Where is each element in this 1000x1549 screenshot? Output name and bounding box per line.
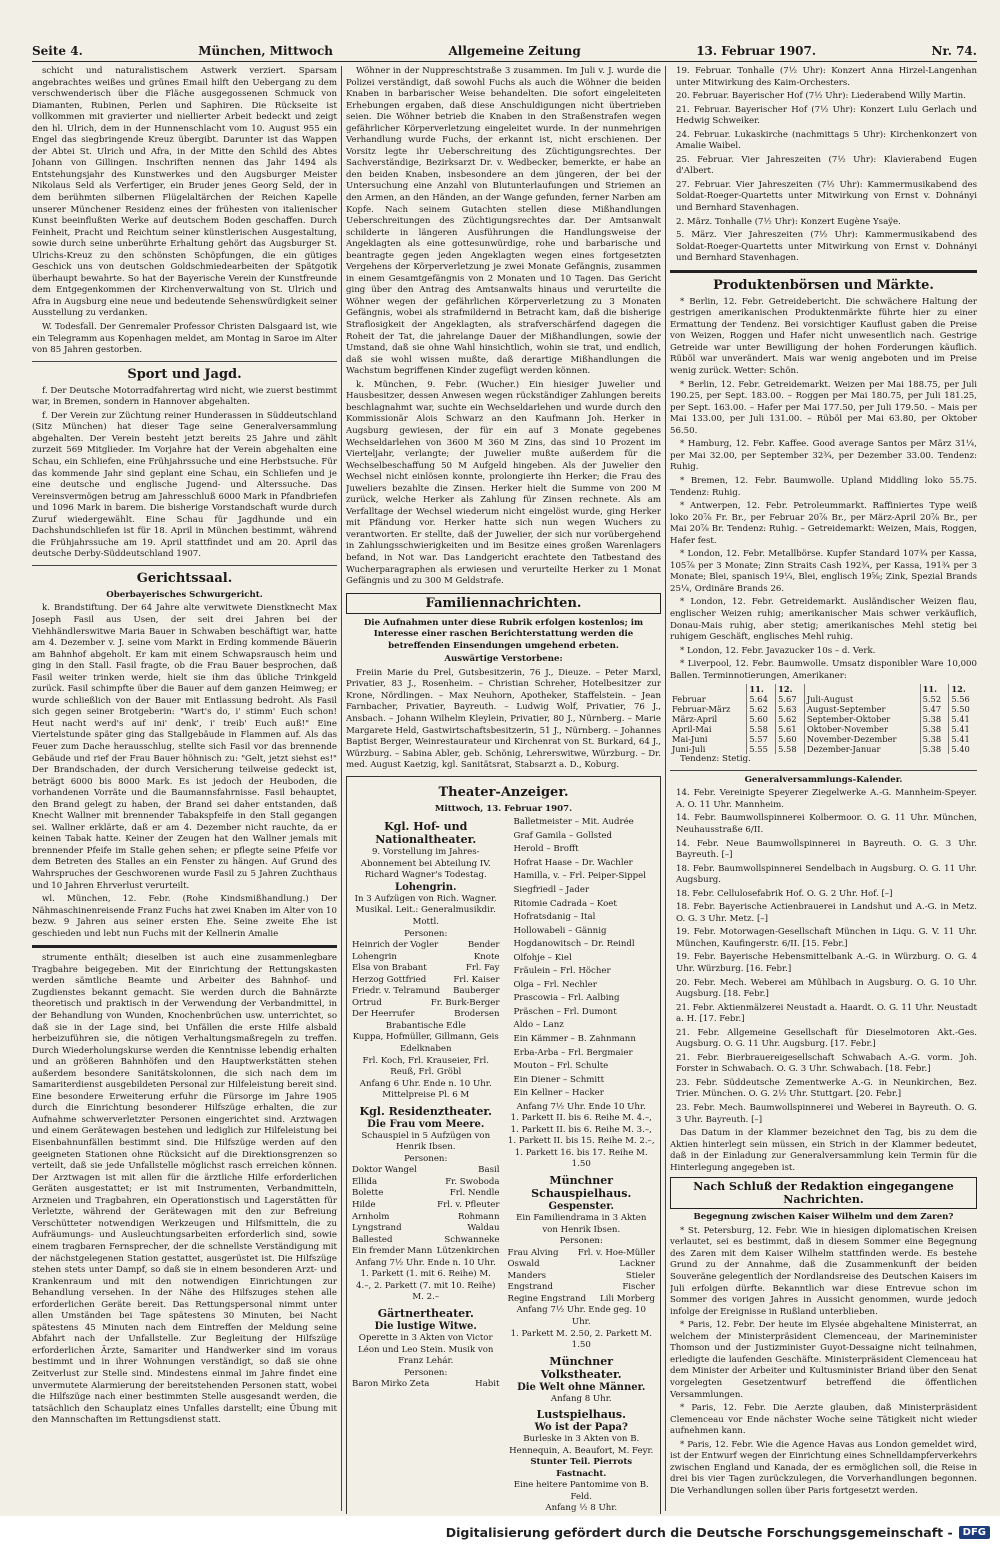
table-header-cell: 12. — [951, 684, 966, 695]
table-cell: 5.41 — [951, 714, 970, 725]
cast-row — [352, 1200, 500, 1212]
cast-list — [352, 1379, 500, 1391]
list-item: 27. Februar. Vier Jahreszeiten (7½ Uhr): Kammermusikabend des Soldat-Roeger-Quartetts unter Mitwirkung von Ernst v. Dohnányi und Bernhard Stavenhagen. — [676, 179, 977, 214]
thick-divider — [670, 270, 977, 273]
masthead: Allgemeine Zeitung — [448, 44, 581, 58]
table-header-cell: 12. — [776, 684, 805, 694]
issue-date: 13. Februar 1907. — [696, 44, 817, 58]
persons-label: Personen: — [404, 1367, 448, 1378]
actor-name: Lützenkirchen — [436, 1246, 500, 1257]
role-name: Elsa von Brabant — [352, 963, 427, 974]
role-name: Baron Mirko Zeta — [352, 1379, 430, 1390]
cast-row — [352, 998, 500, 1010]
list-item: 24. Februar. Lukaskirche (nachmittags 5 Uhr): Kirchenkonzert von Amalie Waibel. — [676, 129, 977, 152]
digitization-footer — [0, 1516, 1000, 1549]
list-item: Hamilla, v. – Frl. Peiper-Sippel — [513, 871, 647, 882]
theater-heading: Theater-Anzeiger. — [438, 784, 569, 800]
table-header-cell — [670, 684, 747, 694]
list-item: Hogdanowitsch – Dr. Reindl — [513, 939, 635, 950]
column-divider — [665, 66, 666, 1511]
list-item: Olfohje – Kiel — [513, 952, 572, 963]
theater-name: Lustspielhaus. — [536, 1408, 626, 1422]
role-name: Doktor Wangel — [352, 1165, 417, 1176]
theater-name: Kgl. Residenztheater. — [359, 1104, 492, 1118]
role-name: Herzog Gottfried — [352, 974, 427, 985]
theater-box — [346, 776, 661, 1514]
table-cell: Oktober-November — [804, 724, 920, 734]
list-item: 25. Februar. Vier Jahreszeiten (7½ Uhr): Klavierabend Eugen d'Albert. — [676, 154, 977, 177]
actor-name: Basil — [478, 1165, 500, 1176]
list-item: Ein Kämmer – B. Zahnmann — [513, 1034, 636, 1045]
list-item: 21. Febr. Allgemeine Gesellschaft für Dieselmotoren Akt.-Ges. Augsburg. O. G. 11 Uhr. Augsburg. [17. Febr.] — [676, 1027, 977, 1050]
table-header-row — [670, 684, 977, 694]
play-time: Anfang 7½ Uhr. Ende geg. 10 Uhr. — [516, 1305, 646, 1327]
theater-info: 9. Vorstellung im Jahres-Abonnement bei Abteilung IV. Richard Wagner's Todestag. — [360, 847, 491, 881]
list-item: 20. Februar. Bayerischer Hof (7½ Uhr): Liederabend Willy Martin. — [676, 91, 966, 102]
list-item: Hofratsdanig – Ital — [513, 912, 596, 923]
list-item: 18. Febr. Bayerische Actienbrauerei in Landshut und A.-G. in Metz. O. G. 3 Uhr. Metz. [–] — [676, 902, 977, 924]
actor-name: Rohmann — [457, 1211, 500, 1222]
table-cell: März-April — [670, 714, 747, 724]
header-rule — [32, 61, 977, 62]
play-title: Lohengrin. — [395, 881, 457, 893]
play-title: Die Frau vom Meere. — [367, 1118, 485, 1130]
role-name: Arnholm — [352, 1211, 390, 1222]
article-paragraph: k. München, 9. Febr. (Wucher.) Ein hiesiger Juwelier und Hausbesitzer, dessen Anwesen wegen rückständiger Zahlungen bereits beschlagnahmt war, suchte ein Wechseldarlehen und wurde durch den Kommissionär Alois Schwarz an den Kaufmann Joh. Herker in Augsburg gewiesen, der für ein auf 3 Monate gegebenes Wechseldarlehen von 3600 M 360 M Zins, das sind 10 Prozent im Vierteljahr, verlangte; der Juwelier mußte außerdem für die Wechselbeschaffung 50 M Aufgeld hingeben. Als der Juwelier den Wechsel nicht einlösen konnte, prolongierte ihn Herker; die Frau des Juweliers bezahlte die Zinsen. Herker hielt die Summe von 200 M zurück, welche Herker als Zahlung für Zinsen rechnete. Als am Verfalltage der Wechsel wiederum nicht eingelöst wurde, ging Herker mit Pfändung vor. Herker hatte sich nun wegen Wuchers zu verantworten. Er stellte, daß der Juwelier, der sich nur vorübergehend in Zahlungsschwierigkeiten und im Besitze eines großen Warenlagers befand, in Not war. Das Landgericht erachtete den Tatbestand des Wucherparagraphen als erwiesen und verurteilte Herker zu 1 Monat Gefängnis und zu 300 M Geldstrafe. — [346, 379, 661, 587]
table-cell: 5.38 — [920, 734, 949, 744]
table-row — [670, 704, 977, 714]
news-subheading: Begegnung zwischen Kaiser Wilhelm und dem Zaren? — [693, 1212, 954, 1223]
play-note: Burleske in 3 Akten von B. Hennequin, A. Beaufort, M. Feyr. — [509, 1434, 654, 1456]
play-time: Anfang 7½ Uhr. Ende n. 10 Uhr. — [355, 1257, 496, 1268]
table-cell: 5.67 — [776, 694, 805, 704]
theater-columns — [352, 817, 655, 1514]
actor-name: Lackner — [619, 1259, 655, 1270]
table-cell: 5.55 — [747, 744, 776, 754]
table-cell: 5.38 — [920, 724, 949, 734]
play-prices: 1. Parkett II. bis 6. Reihe M. 4.–, 1. Parkett II. bis 6. Reihe M. 3.–, 1. Parkett II. bis 15. Reihe M. 2.–, 1. Parkett 16. bis 17. Reihe M. 1.50 — [507, 1113, 655, 1170]
role-name: Bolette — [352, 1188, 384, 1199]
table-cell: August-September — [804, 704, 920, 714]
list-item: Herold – Brofft — [513, 844, 579, 855]
play-note: Schauspiel in 5 Aufzügen von Henrik Ibsen. — [361, 1130, 491, 1153]
theater-name: Kgl. Hof- und Nationaltheater. — [375, 820, 477, 847]
article-paragraph: * Paris, 12. Febr. Die Aerzte glauben, daß Ministerpräsident Clemenceau vor Ende nächster Woche seine Tätigkeit nicht wieder aufnehmen kann. — [670, 1403, 977, 1437]
table-cell: Februar — [670, 694, 747, 704]
cast-row — [352, 975, 500, 987]
assembly-note: Das Datum in der Klammer bezeichnet den Tag, bis zu dem die Aktien hinterlegt sein müssen, ein Strich in der Klammer bedeutet, daß in der Einladung zur Generalversammlung kein Termin für die Hinterlegung angegeben ist. — [670, 1128, 977, 1173]
actor-name: Frl. v. Hoe-Müller — [577, 1247, 655, 1258]
list-item: 20. Febr. Mech. Weberei am Mühlbach in Augsburg. O. G. 10 Uhr. Augsburg. [18. Febr.] — [676, 977, 977, 1000]
family-note: Die Aufnahmen unter diese Rubrik erfolgen kostenlos; im Interesse einer raschen Berichterstattung werden die betreffenden Einsendungen umgehend erbeten. — [363, 617, 644, 651]
role-name: Ellida — [352, 1176, 378, 1187]
cast-row — [352, 1379, 500, 1391]
list-item: 21. Februar. Bayerischer Hof (7½ Uhr): Konzert Lulu Gerlach und Hedwig Schweiker. — [676, 104, 977, 127]
cast-row — [508, 1259, 656, 1271]
article-intro — [32, 66, 337, 357]
assembly-list — [670, 788, 977, 1126]
cotton-table — [670, 684, 977, 754]
list-item: 18. Febr. Cellulosefabrik Hof. O. G. 2 Uhr. Hof. [–] — [676, 888, 893, 899]
column-1 — [32, 66, 337, 1514]
list-item: Prascowia – Frl. Aalbing — [513, 993, 620, 1004]
table-cell: 5.61 — [776, 724, 805, 734]
cotton-tendency: Tendenz: Stetig. — [680, 754, 751, 765]
role-name: Oswald — [507, 1259, 540, 1270]
table-cell: November-Dezember — [804, 734, 920, 744]
table-cell: Februar-März — [670, 704, 747, 714]
persons-label: Personen: — [404, 928, 448, 939]
play-note: In 3 Aufzügen von Rich. Wagner. Musikal. Leit.: Generalmusikdir. Mottl. — [354, 893, 497, 927]
cast-row — [352, 963, 500, 975]
play-time: Anfang ½ 8 Uhr. — [545, 1503, 618, 1514]
list-item: Ein Diener – Schmitt — [513, 1074, 605, 1085]
cast-row — [352, 1235, 500, 1247]
theater-left — [352, 817, 500, 1514]
play-note: Ein Familiendrama in 3 Akten von Henrik Ibsen. — [516, 1213, 647, 1235]
actor-name: Fr. Swoboda — [445, 1176, 500, 1187]
play-extra: Stunter Teil. Pierrots Fastnacht. — [530, 1457, 633, 1479]
list-item: Mouton – Frl. Schulte — [513, 1061, 609, 1072]
play-prices: Mittelpreise Pl. 6 M — [382, 1090, 470, 1101]
theater-name: Münchner Schauspielhaus. — [531, 1174, 632, 1201]
section-heading-sport: Sport und Jagd. — [127, 366, 242, 382]
article-paragraph: * Hamburg, 12. Febr. Kaffee. Good average Santos per März 31¼, per Mai 32.00, per September 32¾, per Dezember 33.00. Tendenz: Ruhig. — [670, 439, 977, 473]
role-name: Heinrich der Vogler — [352, 940, 439, 951]
play-title: Wo ist der Papa? — [534, 1422, 628, 1434]
actor-name: Waldau — [467, 1223, 500, 1234]
role-name: Manders — [507, 1270, 547, 1281]
place-date: München, Mittwoch — [198, 44, 334, 58]
theater-right — [508, 817, 656, 1514]
role-name: Engstrand — [507, 1282, 553, 1293]
article-paragraph: * Berlin, 12. Febr. Getreidebericht. Die schwächere Haltung der gestrigen amerikanischen Produktenmärkte führte hier zu einer Ermattung der Tendenz. Bei vorsichtiger Kauflust gaben die Preise von Weizen, Roggen und Hafer nicht unwesentlich nach. Gestrige Getreide war unter Bewilligung der hohen Forderungen käuflich. Rüböl war unverändert. Mais war wenig angeboten und im Preise wenig zurück. Wetter: Schön. — [670, 296, 977, 377]
article-paragraph: * Paris, 12. Febr. Der heute im Elysée abgehaltene Ministerrat, an welchem der Ministerpräsident Clemenceau, der Marineminister Thomson und der Justizminister Guyot-Dessaigne nicht teilnahmen, erledigte die laufenden Geschäfte. Ministerpräsident Clemenceau hat dem Minister der Arbeiter und Kultusminister Briand über den Senat vorgelegten Gesetzentwurf betreffend die öffentlichen Versammlungen. — [670, 1320, 977, 1400]
table-cell: 5.52 — [920, 694, 949, 704]
role-name: Der Heerrufer — [352, 1009, 415, 1020]
cast-group-label: Brabantische Edle — [385, 1020, 466, 1031]
actor-name: Frl. Nendle — [449, 1188, 500, 1199]
article-paragraph: * St. Petersburg, 12. Febr. Wie in hiesigen diplomatischen Kreisen verlautet, sei es bestimmt, daß in diesem Sommer eine Begegnung des Zaren mit dem Kaiser Wilhelm stattfinden werde. Es bestehe Grund zu der Annahme, daß die Zusammenkunft der beiden Souveräne gelegentlich der Nordlandsreise des Deutschen Kaisers im Juli erfolgen dürfte. Bekanntlich war diese Entrevue schon im Sommer des vorigen Jahres in Aussicht genommen, wurde jedoch infolge der Ereignisse in Rußland unterblieben. — [670, 1225, 977, 1317]
article-paragraph: * Paris, 12. Febr. Wie die Agence Havas aus London gemeldet wird, ist der Entwurf wegen der Einrichtung eines Schnelldampferverkehrs zwischen England und Kanada, der es ermöglichen soll, die Reise in drei bis vier Tagen zurückzulegen, die Vorverhandlungen begonnen. Die Verhandlungen sollen über Paris fortgesetzt werden. — [670, 1439, 977, 1496]
list-item: 14. Febr. Neue Baumwollspinnerei in Bayreuth. O. G. 3 Uhr. Bayreuth. [–] — [676, 838, 977, 861]
role-name: Ortrud — [352, 997, 382, 1008]
section-heading-assembly: Generalversammlungs-Kalender. — [744, 774, 903, 785]
table-row — [670, 744, 977, 754]
actor-name: Frl. Kaiser — [453, 974, 500, 985]
column-divider — [341, 66, 342, 1511]
list-item: Fräulein – Frl. Höcher — [513, 966, 611, 977]
table-cell: 5.62 — [747, 704, 776, 714]
table-cell: Juli-August — [804, 694, 920, 704]
article-paragraph: f. Der Verein zur Züchtung reiner Hunderassen in Süddeutschland (Sitz München) hat dieser Tage seine Generalversammlung abgehalten. Der Verein besteht jetzt bereits 25 Jahre und zählt zurzeit 569 Mitglieder. Im Vorjahre hat der Verein abgehalten eine Schau, ein Schliefen, eine Frühjahrssuche und eine Herbstsuche. Für das kommende Jahr sind geplant eine Schau, ein Schliefen und je eine deutsche und englische Jugend- und Alterssuche. Das Vereinsvermögen betrug am Jahresschluß 6000 Mark in Pfandbriefen und 1096 Mark in barem. Die bisherige Vorstandschaft wurde durch Zuruf wiedergewählt. Eine Schau für Jagdhunde und ein Dachshundschliefen ist für 18. April in München bestimmt, während die Frühjahrssuche am 19. April stattfindet und am 20. April das deutsche Derby-Süddeutschland 1907. — [32, 410, 337, 560]
table-cell: 5.62 — [776, 714, 805, 724]
actor-name: Schwanneke — [444, 1234, 500, 1245]
list-item: Aldo – Lanz — [513, 1020, 564, 1031]
table-cell: 5.40 — [951, 744, 970, 755]
list-item: Hofrat Haase – Dr. Wachler — [513, 857, 633, 868]
list-item: 21. Febr. Bierbrauereigesellschaft Schwabach A.-G. vorm. Joh. Forster in Schwabach. O. G. 3 Uhr. Schwabach. [18. Febr.] — [676, 1052, 977, 1075]
article-paragraph: k. Brandstiftung. Der 64 Jahre alte verwitwete Dienstknecht Max Joseph Fasil aus Usen, der seit drei Jahren bei der Viehhändlerswitwe Maria Bauer in Schwaben beschäftigt war, hatte am 4. Dezember v. J. seine vom Markt in Erding kommende Bäuerin am Bahnhof abgeholt. Er kam mit einem Schwapsrausch heim und ging in den Stall. Fasil fragte, ob die Frau Bauer besprochen, daß Fasil weiter trinken werde, hielt sie ihm das übliche Trinkgeld zurück. Fasil schimpfte über die Bauer auf dem ganzen Heimweg; er wurde schließlich von der Bauer mit Entlassung bedroht. Als Fasil sich gegen seiner Brotgeberin: "Wart's do, i' stimm' Euch schon! Heut nacht werd's auf ini' denk', i' treib' Euch auß!" Eine Viertelstunde später ging das Stallgebäude in Flammen auf. Als das Feuer zum Dache herausschlug, stellte sich Fasil vor das brennende Gebäude und rief der Frau Bauer höhnisch zu: "Gelt, jetzt siehst es!" Der Brandschaden, der durch Versicherung teilweise gedeckt ist, beträgt 6000 bis 8000 Mark. Es ist jedoch der Heuboden, die vorhandenen Vorräte und die Baumannsfahrnisse. Fasil behauptet, den Brand gelegt zu haben, der Brand sei daher entstanden, daß Knecht Wallner mit brennender Tabakspfeife in den Stall gegangen sei. Wallner erklärte, daß er am 4. Dezember nicht rauchte, da er keinen Tabak hatte. Keiner der Zeugen hat den Wallner jemals mit brennender Pfeife im Stalle gehen sehen; er pflegte seine Pfeife vor dem Betreten des Stalles an ein Fenster zu hängen. Auf Grund des Wahrspruches der Geschworenen wurde Fasil zu 5 Jahren Zuchthaus und 10 Jahren Ehrverlust verurteilt. — [32, 603, 337, 891]
column-3 — [670, 66, 977, 1514]
list-item: Ritomie Cadrada – Koet — [513, 898, 617, 909]
article-paragraph: * Bremen, 12. Febr. Baumwolle. Upland Middling loko 55.75. Tendenz: Ruhig. — [670, 475, 977, 498]
list-item: 19. Febr. Motorwagen-Gesellschaft München in Liqu. G. V. 11 Uhr. München, Kaufingerstr. 6/II. [15. Febr.] — [676, 927, 977, 949]
cast-row — [508, 1271, 656, 1283]
table-cell: September-Oktober — [804, 714, 920, 724]
role-list — [508, 817, 656, 1099]
cast-list — [508, 1248, 656, 1306]
theater-name: Gärtnertheater. — [377, 1306, 474, 1320]
footer-text: Digitalisierung gefördert durch die Deutsche Forschungsgemeinschaft - — [445, 1525, 953, 1540]
actor-name: Brodersen — [454, 1009, 500, 1020]
table-cell: 5.38 — [920, 744, 949, 754]
cast-row — [508, 1248, 656, 1260]
list-item: 19. Februar. Tonhalle (7½ Uhr): Konzert Anna Hirzel-Langenhan unter Mitwirkung des Kaim-Orchesters. — [676, 66, 977, 88]
dfg-logo: DFG — [959, 1526, 990, 1539]
role-name: Frau Alving — [507, 1247, 559, 1258]
play-title: Gespenster. — [548, 1201, 615, 1213]
cast-row — [352, 1165, 500, 1177]
actor-name: Fr. Burk-Berger — [430, 997, 500, 1008]
table-cell: 5.60 — [747, 714, 776, 724]
divider — [32, 565, 337, 566]
table-body — [670, 694, 977, 754]
table-cell: 5.63 — [776, 704, 805, 714]
cast-group: Kuppa, Hofmüller, Gillmann, Geis — [352, 1032, 499, 1043]
actor-name: Habit — [475, 1379, 500, 1390]
table-cell: 5.41 — [951, 734, 970, 745]
table-cell: Juni-Juli — [670, 744, 747, 754]
list-item: Hollowabeli – Gännig — [513, 925, 607, 936]
article-paragraph: f. Der Deutsche Motorradfahrertag wird nicht, wie zuerst bestimmt war, in Bremen, sondern in Hannover abgehalten. — [32, 385, 337, 408]
persons-label: Personen: — [559, 1236, 603, 1247]
table-cell: 5.50 — [951, 704, 970, 715]
play-title: Die Welt ohne Männer. — [517, 1381, 646, 1393]
issue-number: Nr. 74. — [931, 44, 977, 58]
list-item: Siegfriedl – Jader — [513, 885, 590, 895]
article-paragraph: Wöhner in der Nuppreschtstraße 3 zusammen. Im Juli v. J. wurde die Polizei verständigt, daß sowohl Fuchs als auch die Wöhner die beiden Knaben in barbarischer Weise behandelten. Die sofort eingeleiteten Erhebungen ergaben, daß diese Anschuldigungen nicht übertrieben seien. Die Wöhner betrieb die Knaben in den Straßenstrafen wegen gefährlicher Körperverletzung eingeleitet wurde. In der nunmehrigen Verhandlung wurde Fuchs, der erkannt ist, nicht erschienen. Der Vorsitz legte ihr Ueberschreitung des Züchtigungsrechtes. Der Sachverständige, Bezirksarzt Dr. v. Wedbecker, bemerkte, er habe an den beiden Knaben, insbesondere an dem jüngeren, der bei der Untersuchung eine Anzahl von Blutunterlaufungen und Striemen an den Armen, an den Händen, an der Wange gefunden, ferner Narben am Kopfe. Nach seinem Gutachten stellen diese Mißhandlungen Ueberschreitungen des Züchtigungsrechtes dar. Der Amtsanwalt schilderte in längeren Ausführungen die Handlungsweise der Angeklagten als eine gottesunwürdige, rohe und barbarische und beantragte gegen jeden Angeklagten wegen eines fortgesetzten Vergehens der Körperverletzung je zwei Monate Gefängnis, zusammen in einem Gesamtgefängnis von 2 Monaten und 10 Tagen. Das Gericht ging über den Antrag des Amtsanwalts hinaus und verurteilte die Wöhner wegen der gefährlichen Körperverletzung zu 3 Monaten Gefängnis, wobei als strafmildernd in Betracht kam, daß die bisherige Straflosigkeit der Angeklagten, als strafverschärfend dagegen die Roheit der Tat, die jahrelange Dauer der Mißhandlungen, sowie der Umstand, daß sie ohne Wahl hinsichtlich, wohin sie trat, und endlich, daß sie wohl wissen mußte, daß derartige Mißhandlungen die Wachstum begriffenen Kinder zugefügt werden können. — [346, 66, 661, 377]
table-cell: 5.47 — [920, 704, 949, 714]
play-time: Anfang 6 Uhr. Ende n. 10 Uhr. — [359, 1078, 492, 1089]
table-row — [670, 734, 977, 744]
role-name: Hilde — [352, 1200, 376, 1211]
table-cell: 5.64 — [747, 694, 776, 704]
news-list — [670, 1226, 977, 1498]
cast-row — [508, 1294, 656, 1306]
cast-row — [352, 1009, 500, 1021]
role-name: Friedr. v. Telramund — [352, 986, 441, 997]
thick-divider — [32, 945, 337, 948]
section-heading-court: Gerichtssaal. — [136, 570, 233, 586]
role-name: Regine Engstrand — [507, 1293, 587, 1304]
list-item: Olga – Frl. Nechler — [513, 979, 597, 990]
list-item: 14. Febr. Vereinigte Speyerer Ziegelwerke A.-G. Mannheim-Speyer. A. O. 11 Uhr. Mannheim. — [676, 788, 977, 810]
table-row — [670, 694, 977, 704]
list-item: 18. Febr. Baumwollspinnerei Sendelbach in Augsburg. O. G. 11 Uhr. Augsburg. — [676, 863, 977, 886]
table-cell: 5.60 — [776, 734, 805, 744]
list-item: 23. Febr. Süddeutsche Zementwerke A.-G. in Neunkirchen, Bez. Trier. München. O. G. 2½ Uhr. Stuttgart. [20. Febr.] — [676, 1077, 977, 1100]
section-heading-markets: Produktenbörsen und Märkte. — [713, 277, 934, 293]
play-note: Operette in 3 Akten von Victor Léon und Leo Stein. Musik von Franz Lehár. — [358, 1332, 494, 1367]
cast-list — [352, 940, 500, 1021]
table-row — [670, 724, 977, 734]
role-name: Lyngstrand — [352, 1223, 402, 1234]
theater-date: Mittwoch, 13. Februar 1907. — [434, 803, 573, 814]
table-header-cell — [804, 684, 920, 694]
list-item: Erba-Arba – Frl. Bergmaier — [513, 1047, 633, 1058]
list-item: Präschen – Frl. Dumont — [513, 1006, 617, 1017]
table-cell: April-Mai — [670, 724, 747, 734]
cast-row — [352, 986, 500, 998]
table-cell: 5.58 — [747, 724, 776, 734]
article-paragraph: schicht und naturalistischem Astwerk verziert. Sparsam angebrachtes weißes und grünes Email hilft den Uebergang zu dem verschwenderisch über die Fläche ausgegossenen Schmuck von Diamanten, Rubinen, Perlen und Saphiren. Die Rückseite ist vollkommen mit gravierter und niellierter Arbeit bedeckt und zeigt den hl. Ulrich, dem in der Hunnenschlacht vom 10. August 955 ein Engel das siegbringende Kreuz übergibt. Darunter ist das Wappen der Abtei St. Ulrich und Afra, in der Mitte den Schild des Abtes Johann von Gillingen. Inschriften nennen das Jahr 1494 als Entstehungsjahr des Kunstwerkes und den Augsburger Meister Nikolaus Seld als Verfertiger, ein Bruder jenes Georg Seld, der in dem berühmten silbernen Flügelaltärchen der Reichen Kapelle unserer Münchener Residenz eines der frühesten von italienischer Kunst beeinflußten Werke auf deutschem Boden geschaffen. Durch Feinheit, Pracht und Reichtum seiner künstlerischen Ausgestaltung, sowie durch seine unberührte Erhaltung gehört das Augsburger St. Ulrichs-Kreuz zu den schönsten Schöpfungen, die ein gütiges Geschick uns von deutschen Goldschmiedearbeiten der Spätgotik überhaupt bewahrte. So hat der Bayerische Verein der Kunstfreunde dem Entgegenkommen der Kirchenverwaltung von St. Ulrich und Afra in Augsburg eine neue und bedeutende Sehenswürdigkeit seiner Ausstellung zu verdanken. — [32, 66, 337, 319]
list-item: 23. Febr. Mech. Baumwollspinnerei und Weberei in Bayreuth. O. G. 3 Uhr. Bayreuth. [–] — [676, 1103, 977, 1125]
table-header-cell: 11. — [920, 684, 949, 694]
table-cell: 5.57 — [747, 734, 776, 744]
deceased-heading: Auswärtige Verstorbene: — [444, 654, 563, 665]
actor-name: Frl. v. Pfleuter — [437, 1200, 500, 1211]
section-heading-news: Nach Schluß der Redaktion eingegangene Nachrichten. — [670, 1177, 977, 1209]
play-time: Anfang 7½ Uhr. Ende 10 Uhr. — [516, 1101, 646, 1112]
list-item: 2. März. Tonhalle (7½ Uhr): Konzert Eugène Ysaÿe. — [676, 216, 901, 227]
article-paragraph: * Berlin, 12. Febr. Getreidemarkt. Weizen per Mai 188.75, per Juli 190.25, per Sept. 183.00. – Roggen per Mai 180.75, per Juli 181.25, per Sept. 163.00. – Hafer per Mai 177.50, per Juli 179.50. – Mais per Mai 133.00, per Juli 131.00. – Rüböl per Mai 63.80, per Oktober 56.50. — [670, 379, 977, 436]
list-item: 19. Febr. Bayerische Hebensmittelbank A.-G. in Würzburg. O. G. 4 Uhr. Würzburg. [16. Febr.] — [676, 952, 977, 974]
article-paragraph: * London, 12. Febr. Metallbörse. Kupfer Standard 107¾ per Kassa, 105⅞ per 3 Monate; Zinn Straits Cash 192¾, per Kassa, 191¾ per 3 Monate; Blei, spanisch 19¼, Blei, englisch 19⅝; Zink, Spezial Brands 25¼, Ordinäre Brands 26. — [670, 549, 977, 594]
role-name: Ballested — [352, 1234, 393, 1245]
market-reports — [670, 297, 977, 683]
page-header — [32, 42, 977, 60]
deceased-list: Freiin Marie du Prel, Gutsbesitzerin, 76 J., Dieuze. – Peter Marxl, Privatier, 83 J., Rosenheim. – Christian Schreher, Hotelbesitzer zur Krone, Nördlingen. – Max Neuhorn, Apotheker, Staffelstein. – Jean Farnbacher, Privatier, Bayreuth. – Ludwig Wolf, Privatier, 76 J., Ansbach. – Johann Wilhelm Kleylein, Privatier, 80 J., Nürnberg. – Marie Margarete Held, Gastwirtschaftsbesitzerin, 51 J., Nürnberg. – Johannes Baptist Berger, Weinrestaurateur und Kirchenrat von St. Burkard, 64 J., Würzburg. – Sabina Abler, geb. Schönig, Lehrerswitwe, Würzburg. – Dr. med. August Kaetzig, kgl. Sanitätsrat, Stabsarzt a. D., Koburg. — [346, 667, 661, 771]
actor-name: Bender — [467, 940, 500, 951]
article-paragraph: * London, 12. Febr. Getreidemarkt. Ausländischer Weizen flau, englischer Weizen ruhig; amerikanischer Mais schwer verkäuflich, Donau-Mais ruhig, aber stetig; amerikanisches Mehl stetig bei ruhigem Geschäft, englisches Mehl ruhig. — [670, 597, 977, 643]
list-item: 21. Febr. Aktienmälzerei Neustadt a. Haardt. O. G. 11 Uhr. Neustadt a. H. [17. Febr.] — [676, 1002, 977, 1025]
article-paragraph: wl. München, 12. Febr. (Rohe Kindsmißhandlung.) Der Nähmaschinenreisende Franz Fuchs hat zwei Knaben im Alter von 10 bezw. 9 Jahren aus seiner ersten Ehe. Seine zweite Ehe ist geschieden und lebt nun Fuchs mit der Kellnerin Amalie — [32, 894, 337, 939]
table-cell: Dezember-Januar — [804, 744, 920, 754]
page-number: Seite 4. — [32, 44, 83, 58]
cast-group-label: Edelknaben — [399, 1044, 452, 1055]
actor-name: Bauberger — [453, 986, 500, 997]
section-subheading: Oberbayerisches Schwurgericht. — [106, 589, 263, 600]
list-item: 14. Febr. Baumwollspinnerei Kolbermoor. O. G. 11 Uhr. München, Neuhausstraße 6/II. — [676, 813, 977, 835]
table-cell: Mai-Juni — [670, 734, 747, 744]
cast-row — [508, 1282, 656, 1294]
table-cell: 5.41 — [951, 724, 970, 735]
article-paragraph: * Antwerpen, 12. Febr. Petroleummarkt. Raffiniertes Type weiß loko 20⅞ Fr. Br., per Februar 20⅞ Br., per März-April 20⅞ Br., per Mai 20⅞ Br. Tendenz: Ruhig. – Getreidemarkt: Weizen, Mais, Roggen, Hafer fest. — [670, 501, 977, 546]
list-item: Balletmeister – Mit. Audrée — [513, 817, 634, 828]
play-title: Die lustige Witwe. — [374, 1320, 477, 1332]
persons-label: Personen: — [404, 1153, 448, 1164]
divider — [32, 361, 337, 362]
cast-row — [352, 1212, 500, 1224]
cast-group: Frl. Koch, Frl. Krauseier, Frl. Reuß, Frl. Gröbl — [362, 1055, 489, 1078]
table-header-cell: 11. — [747, 684, 776, 694]
actor-name: Lili Morberg — [600, 1293, 655, 1304]
article-paragraph: strumente enthält; dieselben ist auch eine zusammenlegbare Tragbahre beigegeben. Mit der Einrichtung der Rettungskasten werden sämtliche Beamte und Arbeiter des Bahnhof- und Zugdienstes bekannt gemacht. Sie werden durch die Bahnärzte theoretisch und praktisch in der Verwendung der Verbandmittel, in der Behandlung von Wunden, Knochenbrüchen usw. unterrichtet, so daß sie in der Lage sind, bei Unfällen die erste Hilfe alsbald herbeizuführen sie, die nötigen Verhaltungsmaßregeln zu treffen. Durch Wiederholungskurse werden die Kenntnisse lebendig erhalten und an größeren Bahnhöfen und den Hauptwerkstätten stehen außerdem besondere Sanitätskolonnen, die sich nach dem im Samariterdienst ausgebildeten Personal zur Hilfeleistung bereit sind. Eine besondere Erweiterung erfuhr die Fürsorge im Jahre 1905 durch die Einrichtung besonderer Hilfszüge erhalten, die zur Aufnahme schwerverletzter Personen eingerichtet sind. Arztwagen und einem Gerätewagen bestehen und lediglich zur Hilfeleistung bei Eisenbahnunfällen bestimmt sind. Die Hilfszüge werden auf den geeigneten Stationen ohne Rücksicht auf die Direktionsgrenzen so verteilt, daß sie jede Unfallstelle möglichst rasch erreichen können. Der Arztwagen ist mit allen für die ärztliche Hilfe erforderlichen Geräten ausgestattet; er ist mit Instrumenten, Verbandmitteln, Arzneien und Tragbahren, ein Operationstisch und Lagerstätten für Verletzte, während der Gerätewagen mit den zur Befreiung Verschütteter notwendigen Werkzeugen und Hilfsmitteln, die zu Aufräumungs- und Ausleuchtungsarbeiten erforderlich sind, sowie einem tragbaren Fernsprecher, der die schnellste Verständigung mit der nächstgelegenen Station gestattet, ausgerüstet ist. Die Hilfszüge stehen stets unter Dampf, so daß sie in einem besonderen Arzt- und Krankenraum und mit den notwendigen Einrichtungen zur Behandlung versehen. In der Nähe des Hilfszuges stehen alle erforderlichen Geräte bereit. Das Rettungspersonal nimmt unter allen Umständen bei Tage spätestens 30 Minuten, bei Nacht spätestens 45 Minuten nach dem Eintreffen der Meldung seine Abfahrt nach der Unfallstelle. Zur Begleitung der Hilfszüge erforderlichen Ärzte, Samariter und Handwerker sind im voraus bestimmt und in ihrer Wohnungen verständigt, so daß sie ohne Zeitverlust zur Stelle sind. Mindestens einmal im Jahre findet eine unvermutete Alarmierung der bereitstehenden Personen statt, wobei die Hilfszüge nach einer bestimmten Stelle ausgesandt werden, die tatsächlich den Schauplatz eines Unfalles darstellt; eine Übung mit den Mannschaften im Rettungsdienst statt. — [32, 953, 337, 1426]
table-cell: 5.38 — [920, 714, 949, 724]
cast-row — [352, 1188, 500, 1200]
article-paragraph: * London, 12. Febr. Javazucker 10s – d. Verk. — [680, 645, 876, 656]
actor-name: Fischer — [622, 1282, 655, 1293]
column-2 — [346, 66, 661, 1514]
table-cell: 5.56 — [951, 694, 970, 705]
article-paragraph: * Liverpool, 12. Febr. Baumwolle. Umsatz disponibler Ware 10,000 Ballen. Terminnotierungen, Amerikaner: — [670, 659, 977, 681]
play-time: Anfang 8 Uhr. — [550, 1393, 612, 1404]
play-prices: 1. Parkett M. 2.50, 2. Parkett M. 1.50 — [510, 1328, 652, 1351]
list-item: Ein Kellner – Hacker — [513, 1088, 604, 1099]
actor-name: Knote — [473, 951, 500, 962]
divider — [670, 770, 977, 771]
table-row — [670, 714, 977, 724]
actor-name: Frl. Fay — [465, 963, 500, 974]
play-note: Eine heitere Pantomime von B. Feld. — [513, 1480, 649, 1502]
list-item: Graf Gamila – Gollsted — [513, 830, 613, 841]
cast-row — [352, 1177, 500, 1189]
concert-list-continued — [670, 66, 977, 265]
actor-name: Stieler — [625, 1270, 655, 1281]
theater-name: Münchner Volkstheater. — [540, 1354, 622, 1381]
section-heading-family: Familiennachrichten. — [346, 593, 661, 614]
table-cell: 5.58 — [776, 744, 805, 754]
cast-row — [352, 952, 500, 964]
list-item: 5. März. Vier Jahreszeiten (7½ Uhr): Kammermusikabend des Soldat-Roeger-Quartetts unter Mitwirkung von Ernst v. Dohnányi und Bernhard Stavenhagen. — [676, 230, 977, 264]
article-paragraph: W. Todesfall. Der Genremaler Professor Christen Dalsgaard ist, wie ein Telegramm aus Kopenhagen meldet, am Montag in Saroe im Alter von 85 Jahren gestorben. — [32, 322, 337, 356]
play-prices: 1. Parkett (1. mit 6. Reihe) M. 4.–, 2. Parkett (7. mit 10. Reihe) M. 2.– — [356, 1269, 496, 1303]
cast-row — [352, 940, 500, 952]
cast-list — [352, 1165, 500, 1257]
role-name: Ein fremder Mann — [352, 1246, 433, 1257]
cast-row — [352, 1246, 500, 1258]
cast-row — [352, 1223, 500, 1235]
role-name: Lohengrin — [352, 951, 397, 962]
